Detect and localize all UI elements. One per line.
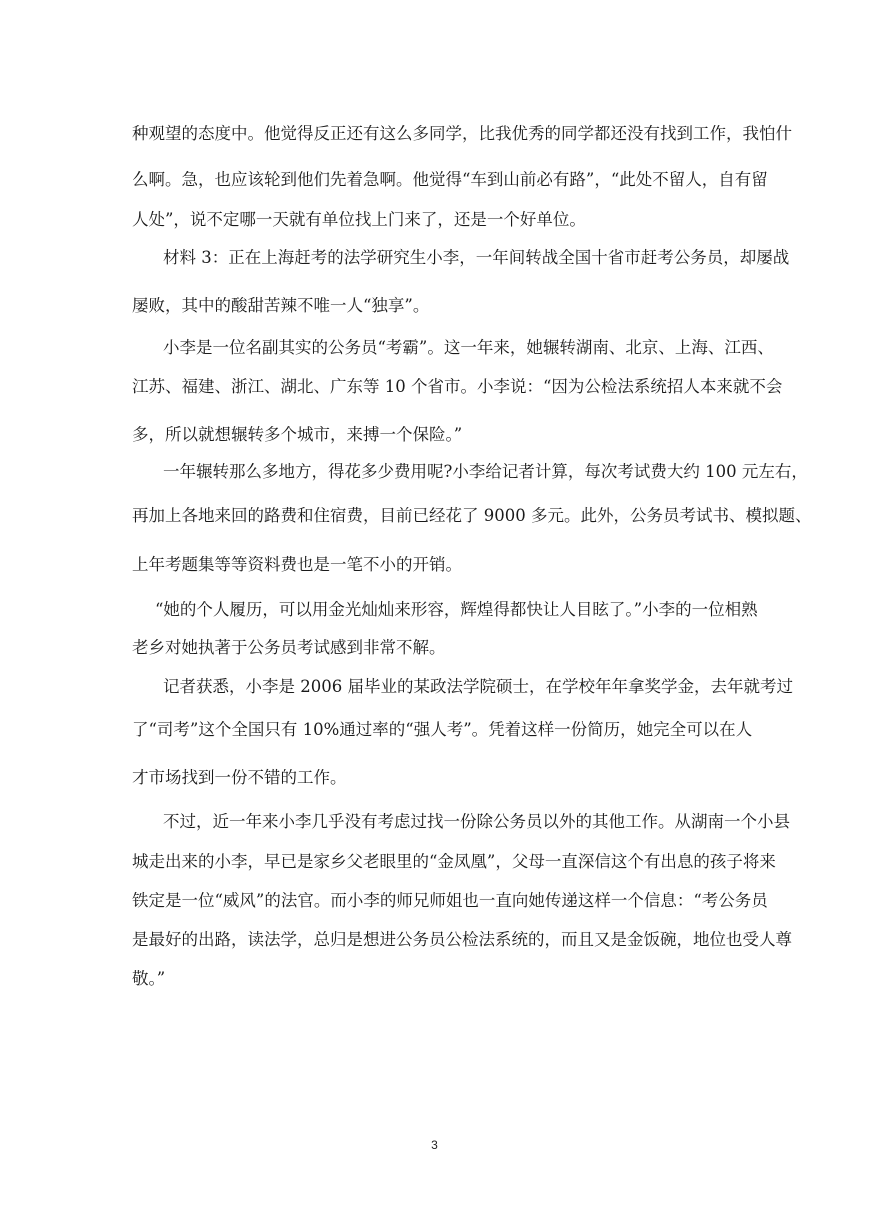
text-line: 了“司考”这个全国只有 10%通过率的“强人考”。凭着这样一份简历，她完全可以在人	[132, 720, 753, 739]
text-line: “她的个人履历，可以用金光灿灿来形容，辉煌得都快让人目眩了。”小李的一位相熟	[155, 600, 758, 619]
text-line: 才市场找到一份不错的工作。	[132, 768, 347, 787]
text-line: 上年考题集等等资料费也是一笔不小的开销。	[132, 555, 462, 574]
text-line: 老乡对她执著于公务员考试感到非常不解。	[132, 638, 446, 657]
text-line: 是最好的出路，读法学，总归是想进公务员公检法系统的，而且又是金饭碗，地位也受人尊	[132, 930, 792, 949]
text-line: 城走出来的小李，早已是家乡父老眼里的“金凤凰”，父母一直深信这个有出息的孩子将来	[132, 852, 776, 871]
text-line: 一年辗转那么多地方，得花多少费用呢?小李给记者计算，每次考试费大约 100 元左右，	[163, 462, 808, 481]
text-line: 不过，近一年来小李几乎没有考虑过找一份除公务员以外的其他工作。从湖南一个小县	[163, 812, 790, 831]
text-line: 多，所以就想辗转多个城市，来搏一个保险。”	[132, 425, 463, 444]
text-line: 种观望的态度中。他觉得反正还有这么多同学，比我优秀的同学都还没有找到工作，我怕什	[132, 124, 792, 143]
text-line: 人处”，说不定哪一天就有单位找上门来了，还是一个好单位。	[132, 210, 586, 229]
text-line: 再加上各地来回的路费和住宿费，目前已经花了 9000 多元。此外，公务员考试书、模拟题、	[132, 506, 812, 525]
text-line: 江苏、福建、浙江、湖北、广东等 10 个省市。小李说：“因为公检法系统招人本来就不会	[132, 377, 783, 396]
text-line: 铁定是一位“威风”的法官。而小李的师兄师姐也一直向她传递这样一个信息：“考公务员	[132, 891, 768, 910]
text-line: 小李是一位名副其实的公务员“考霸”。这一年来，她辗转湖南、北京、上海、江西、	[163, 338, 774, 357]
text-line: 材料 3：正在上海赶考的法学研究生小李，一年间转战全国十省市赶考公务员，却屡战	[163, 248, 790, 267]
page-number: 3	[431, 1138, 438, 1152]
text-line: 屡败，其中的酸甜苦辣不唯一人“独享”。	[132, 296, 430, 315]
text-line: 记者获悉，小李是 2006 届毕业的某政法学院硕士，在学校年年拿奖学金，去年就考过	[163, 677, 793, 696]
text-line: 么啊。急，也应该轮到他们先着急啊。他觉得“车到山前必有路”，“此处不留人，自有留	[132, 170, 768, 189]
text-line: 敬。”	[132, 969, 166, 988]
